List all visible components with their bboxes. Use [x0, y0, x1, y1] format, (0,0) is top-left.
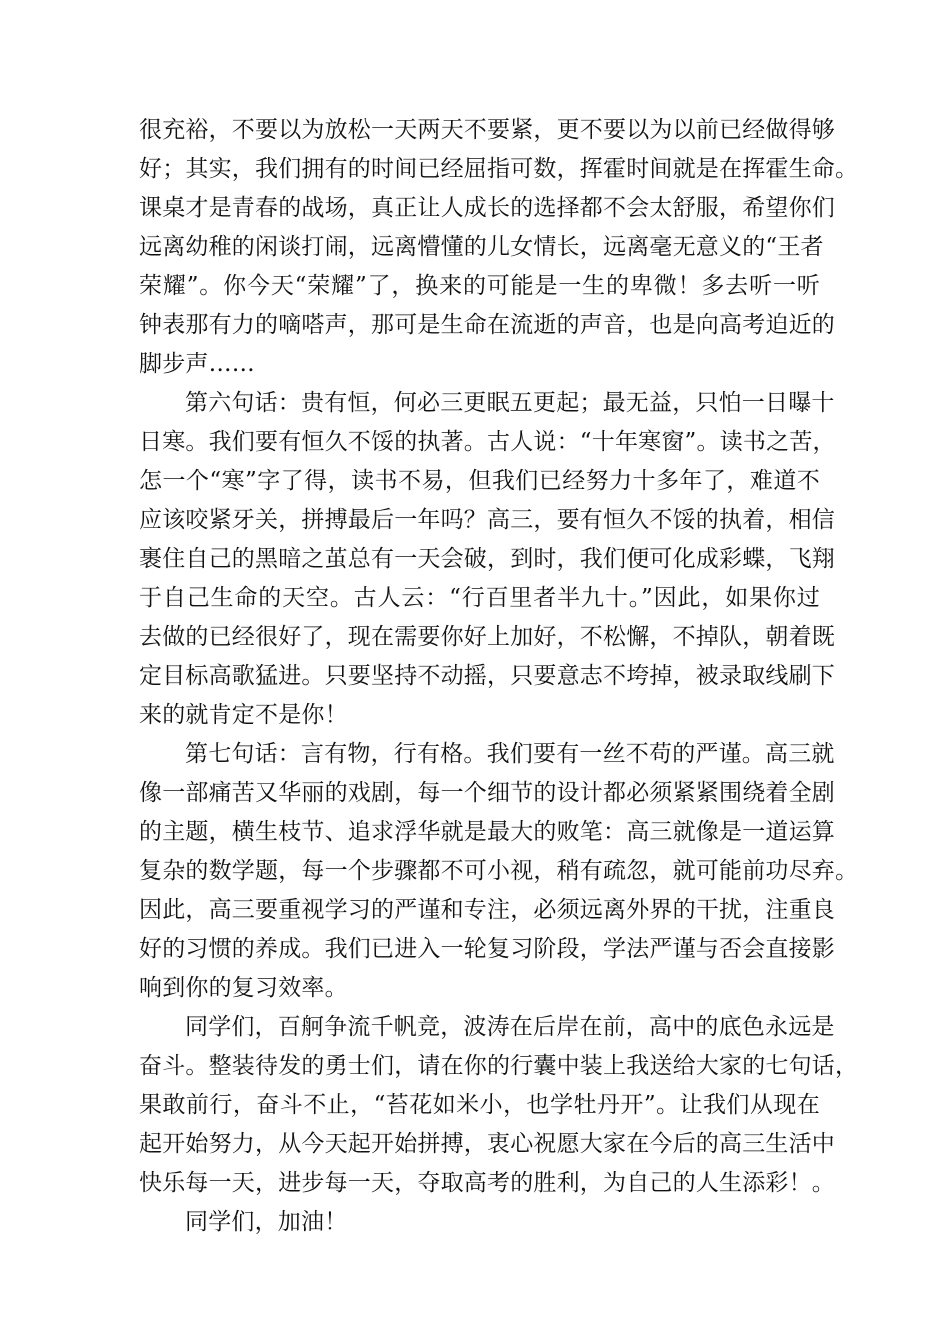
text-line: 第六句话：贵有恒，何必三更眠五更起；最无益，只怕一日曝十 [185, 390, 835, 416]
text-line: 很充裕，不要以为放松一天两天不要紧，更不要以为以前已经做得够 [139, 117, 835, 143]
text-line: 脚步声…… [139, 351, 255, 377]
paragraph-sixth-sentence [139, 384, 836, 735]
text-line: 远离幼稚的闲谈打闹，远离懵懂的儿女情长，远离毫无意义的“王者 [139, 234, 824, 260]
text-line: 快乐每一天，进步每一天，夺取高考的胜利，为自己的人生添彩！。 [139, 1170, 835, 1196]
text-line: 日寒。我们要有恒久不馁的执著。古人说：“十年寒窗”。读书之苦， [139, 429, 836, 455]
text-line: 怎一个“寒”字了得，读书不易，但我们已经努力十多年了，难道不 [139, 468, 820, 494]
paragraph-1 [139, 111, 859, 384]
text-line: 第七句话：言有物，行有格。我们要有一丝不苟的严谨。高三就 [185, 741, 835, 767]
paragraph-seventh-sentence [139, 735, 859, 1008]
text-line: 去做的已经很好了，现在需要你好上加好，不松懈，不掉队，朝着既 [139, 624, 835, 650]
text-line: 奋斗。整装待发的勇士们，请在你的行囊中装上我送给大家的七句话， [139, 1053, 859, 1079]
text-line: 的主题，横生枝节、追求浮华就是最大的败笔：高三就像是一道运算 [139, 819, 835, 845]
text-line: 因此，高三要重视学习的严谨和专注，必须远离外界的干扰，注重良 [139, 897, 835, 923]
document-page [139, 111, 859, 1242]
text-line: 荣耀”。你今天“荣耀”了，换来的可能是一生的卑微！多去听一听 [139, 273, 820, 299]
paragraph-closing [139, 1008, 859, 1203]
text-line: 起开始努力，从今天起开始拼搏，衷心祝愿大家在今后的高三生活中 [139, 1131, 835, 1157]
text-line: 钟表那有力的嘀嗒声，那可是生命在流逝的声音，也是向高考迫近的 [139, 312, 835, 338]
text-line: 果敢前行，奋斗不止，“苔花如米小，也学牡丹开”。让我们从现在 [139, 1092, 820, 1118]
text-line: 好的习惯的养成。我们已进入一轮复习阶段，学法严谨与否会直接影 [139, 936, 835, 962]
text-line: 定目标高歌猛进。只要坚持不动摇，只要意志不垮掉，被录取线刷下 [139, 663, 835, 689]
text-line: 来的就肯定不是你！ [139, 702, 348, 728]
text-line: 复杂的数学题，每一个步骤都不可小视，稍有疏忽，就可能前功尽弃。 [139, 858, 859, 884]
text-line: 裹住自己的黑暗之茧总有一天会破，到时，我们便可化成彩蝶，飞翔 [139, 546, 835, 572]
text-line: 响到你的复习效率。 [139, 975, 348, 1001]
text-line: 好；其实，我们拥有的时间已经屈指可数，挥霍时间就是在挥霍生命。 [139, 156, 859, 182]
text-line: 同学们，加油！ [185, 1209, 348, 1235]
text-line: 课桌才是青春的战场，真正让人成长的选择都不会太舒服，希望你们 [139, 195, 835, 221]
text-line: 像一部痛苦又华丽的戏剧，每一个细节的设计都必须紧紧围绕着全剧 [139, 780, 835, 806]
text-line: 于自己生命的天空。古人云：“行百里者半九十。”因此，如果你过 [139, 585, 820, 611]
text-line: 应该咬紧牙关，拼搏最后一年吗？高三，要有恒久不馁的执着，相信 [139, 507, 835, 533]
text-line: 同学们，百舸争流千帆竞，波涛在后岸在前，高中的底色永远是 [185, 1014, 835, 1040]
paragraph-cheer [139, 1203, 820, 1242]
